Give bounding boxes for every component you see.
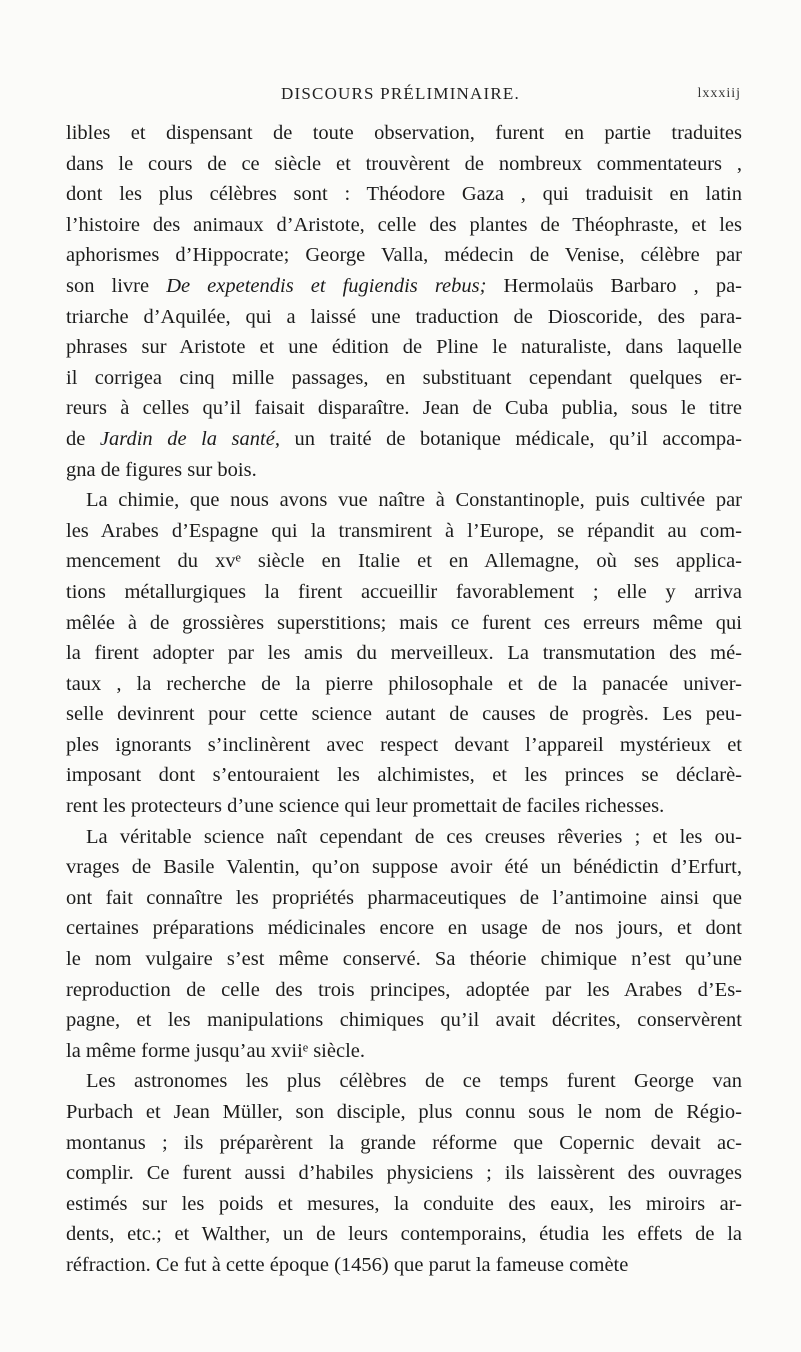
body-text bbox=[66, 118, 742, 1281]
text-line: libles et dispensant de toute observation, furent en partie traduites bbox=[66, 122, 742, 144]
text-line: complir. Ce furent aussi d’habiles physiciens ; ils laissèrent des ouvrages bbox=[66, 1162, 742, 1185]
text-line: mêlée à de grossières superstitions; mais ce furent ces erreurs même qui bbox=[66, 611, 742, 634]
text-line: reproduction de celle des trois principes, adoptée par les Arabes d’Es- bbox=[66, 978, 742, 1001]
text-line: tions métallurgiques la firent accueillir favorablement ; elle y arriva bbox=[66, 580, 742, 603]
text-line: montanus ; ils préparèrent la grande réforme que Copernic devait ac- bbox=[66, 1131, 742, 1154]
paragraph bbox=[66, 118, 742, 485]
text-line: réfraction. Ce fut à cette époque (1456) que parut la fameuse comète bbox=[66, 1253, 629, 1276]
text-line: ples ignorants s’inclinèrent avec respect devant l’appareil mystérieux et bbox=[66, 733, 742, 756]
paragraph bbox=[66, 485, 742, 822]
running-head bbox=[60, 84, 741, 114]
text-line: La véritable science naît cependant de ces creuses rêveries ; et les ou- bbox=[86, 825, 742, 848]
text-line: ont fait connaître les propriétés pharmaceutiques de l’antimoine ainsi que bbox=[66, 886, 742, 909]
text-line: mencement du xvᵉ siècle en Italie et en Allemagne, où ses applica- bbox=[66, 550, 742, 573]
text-line: Les astronomes les plus célèbres de ce temps furent George van bbox=[86, 1070, 742, 1093]
text-line: reurs à celles qu’il faisait disparaître. Jean de Cuba publia, sous le titre bbox=[66, 397, 742, 420]
text-line: La chimie, que nous avons vue naître à Constantinople, puis cultivée par bbox=[86, 489, 742, 512]
text-line: certaines préparations médicinales encore en usage de nos jours, et dont bbox=[66, 917, 742, 940]
text-line: les Arabes d’Espagne qui la transmirent à l’Europe, se répandit au com- bbox=[66, 519, 742, 542]
text-line: pagne, et les manipulations chimiques qu’il avait décrites, conservèrent bbox=[66, 1009, 742, 1032]
text-line: dents, etc.; et Walther, un de leurs contemporains, étudia les effets de la bbox=[66, 1223, 742, 1246]
text-line: son livre De expetendis et fugiendis rebus; Hermolaüs Barbaro , pa- bbox=[66, 274, 742, 297]
text-line: dans le cours de ce siècle et trouvèrent de nombreux commentateurs , bbox=[66, 152, 742, 175]
text-line: l’histoire des animaux d’Aristote, celle des plantes de Théophraste, et les bbox=[66, 213, 742, 236]
text-line: la même forme jusqu’au xviiᵉ siècle. bbox=[66, 1039, 365, 1062]
text-line: rent les protecteurs d’une science qui leur promettait de faciles richesses. bbox=[66, 795, 665, 818]
text-line: de Jardin de la santé, un traité de botanique médicale, qu’il accompa- bbox=[66, 427, 742, 450]
text-line: il corrigea cinq mille passages, en substituant cependant quelques er- bbox=[66, 366, 742, 389]
text-line: selle devinrent pour cette science autant de causes de progrès. Les peu- bbox=[66, 703, 742, 726]
page-number: lxxxiij bbox=[697, 86, 741, 101]
text-line: taux , la recherche de la pierre philosophale et de la panacée univer- bbox=[66, 672, 742, 695]
text-line: estimés sur les poids et mesures, la conduite des eaux, les miroirs ar- bbox=[66, 1192, 742, 1215]
paragraph bbox=[66, 822, 742, 1067]
text-line: dont les plus célèbres sont : Théodore Gaza , qui traduisit en latin bbox=[66, 183, 742, 206]
text-line: vrages de Basile Valentin, qu’on suppose avoir été un bénédictin d’Erfurt, bbox=[66, 856, 742, 879]
running-title: DISCOURS PRÉLIMINAIRE. bbox=[281, 84, 520, 103]
text-line: imposant dont s’entouraient les alchimistes, et les princes se déclarè- bbox=[66, 764, 742, 787]
text-line: aphorismes d’Hippocrate; George Valla, médecin de Venise, célèbre par bbox=[66, 244, 742, 267]
paragraph bbox=[66, 1066, 742, 1280]
text-line: gna de figures sur bois. bbox=[66, 458, 257, 481]
text-line: la firent adopter par les amis du merveilleux. La transmutation des mé- bbox=[66, 642, 742, 665]
text-line: phrases sur Aristote et une édition de Pline le naturaliste, dans laquelle bbox=[66, 336, 742, 359]
text-line: le nom vulgaire s’est même conservé. Sa théorie chimique n’est qu’une bbox=[66, 948, 742, 971]
text-line: triarche d’Aquilée, qui a laissé une traduction de Dioscoride, des para- bbox=[66, 305, 742, 328]
text-line: Purbach et Jean Müller, son disciple, plus connu sous le nom de Régio- bbox=[66, 1101, 742, 1123]
